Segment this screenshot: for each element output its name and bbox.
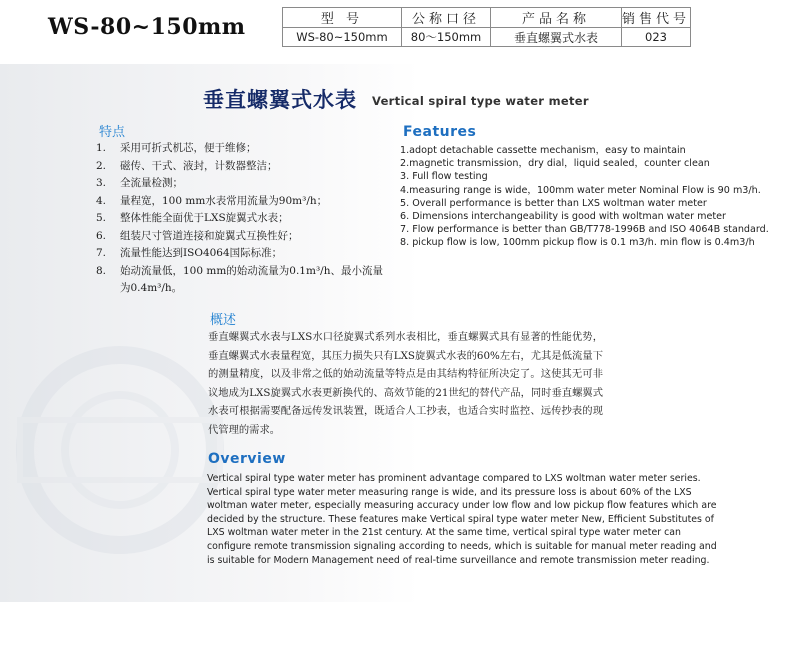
list-item: 8. 始动流量低，100 mm的始动流量为0.1m³/h、最小流量为0.4m³/h。 bbox=[96, 264, 383, 294]
features-en-heading: Features bbox=[403, 124, 477, 140]
product-title-cn: 垂直螺翼式水表 bbox=[203, 88, 357, 112]
list-item: 5. Overall performance is better than LXS woltman water meter bbox=[400, 197, 707, 209]
spec-cell-model: WS-80~150mm bbox=[283, 28, 402, 47]
overview-en-heading: Overview bbox=[208, 451, 286, 467]
overview-cn-text: 垂直螺翼式水表与LXS水口径旋翼式系列水表相比，垂直螺翼式具有显著的性能优势，垂直螺翼式水表量程宽，其压力损失只有LXS旋翼式水表的60%左右，尤其是低流量下的测量精度，以及非常之低的始动流量等特点是由其结构特征所决定了。这使其无可非议地成为LXS旋翼式水表更新换代的、高效节能的21世纪的替代产品，同时垂直螺翼式水表可根据需要配备远传发讯装置，既适合人工抄表，也适合实时监控、远传抄表的现代管理的需求。 bbox=[208, 331, 603, 436]
features-cn-heading: 特点 bbox=[99, 125, 126, 140]
list-item: 4.measuring range is wide，100mm water meter Nominal Flow is 90 m3/h. bbox=[400, 184, 761, 196]
spec-cell-diameter: 80～150mm bbox=[402, 28, 491, 47]
list-item: 3. Full flow testing bbox=[400, 171, 488, 183]
list-item: 6. Dimensions interchangeability is good with woltman water meter bbox=[400, 211, 726, 223]
overview-en-text: Vertical spiral type water meter has prominent advantage compared to LXS woltman water meter series. Vertical spiral type water meter measuring range is wide, and its pressure loss is about 60% of the LXS woltman water meter, especially measuring accuracy under low flow and low pickup flow features which are decided by the structure. These features make Vertical spiral type water meter New, Efficient Substitutes of LXS woltman water meter in the 21st century. At the same time, vertical spiral type water meter can configure remote transmission signaling according to needs, which is suitable for manual meter reading and is suitable for Modern Management need of real-time surveillance and remote transmission meter reading. bbox=[207, 473, 717, 566]
spec-header-diameter: 公称口径 bbox=[402, 8, 491, 28]
spec-header-product-name: 产品名称 bbox=[491, 8, 622, 28]
overview-cn-heading: 概述 bbox=[210, 313, 237, 328]
list-item: 7. 流量性能达到ISO4064国际标准； bbox=[96, 247, 283, 259]
list-item: 2.magnetic transmission，dry dial，liquid sealed，counter clean bbox=[400, 158, 710, 170]
model-title: WS-80~150mm bbox=[48, 14, 246, 40]
list-item: 4. 量程宽，100 mm水表常用流量为90m³/h； bbox=[96, 194, 328, 207]
list-item: 5. 整体性能全面优于LXS旋翼式水表； bbox=[96, 212, 289, 224]
spec-header-model: 型 号 bbox=[283, 8, 402, 28]
spec-table-header-row bbox=[283, 8, 691, 28]
list-item: 3. 全流量检测； bbox=[96, 177, 183, 189]
spec-header-sales-code: 销售代号 bbox=[622, 8, 691, 28]
list-item: 1. 采用可折式机芯，便于维修； bbox=[96, 142, 257, 154]
features-cn-list bbox=[96, 140, 386, 298]
features-en-list bbox=[400, 144, 795, 250]
spec-cell-sales-code: 023 bbox=[622, 28, 691, 47]
list-item: 1.adopt detachable cassette mechanism，easy to maintain bbox=[400, 145, 686, 156]
spec-cell-product-name: 垂直螺翼式水表 bbox=[491, 28, 622, 47]
list-item: 8. pickup flow is low, 100mm pickup flow is 0.1 m3/h. min flow is 0.4m3/h bbox=[400, 237, 755, 249]
list-item: 6. 组装尺寸管道连接和旋翼式互换性好； bbox=[96, 229, 299, 242]
list-item: 2. 磁传、干式、液封，计数器整洁； bbox=[96, 159, 278, 172]
product-title-en: Vertical spiral type water meter bbox=[372, 94, 589, 108]
spec-table-row bbox=[283, 28, 691, 47]
spec-table bbox=[282, 7, 691, 47]
list-item: 7. Flow performance is better than GB/T778-1996B and ISO 4064B standard. bbox=[400, 224, 769, 236]
